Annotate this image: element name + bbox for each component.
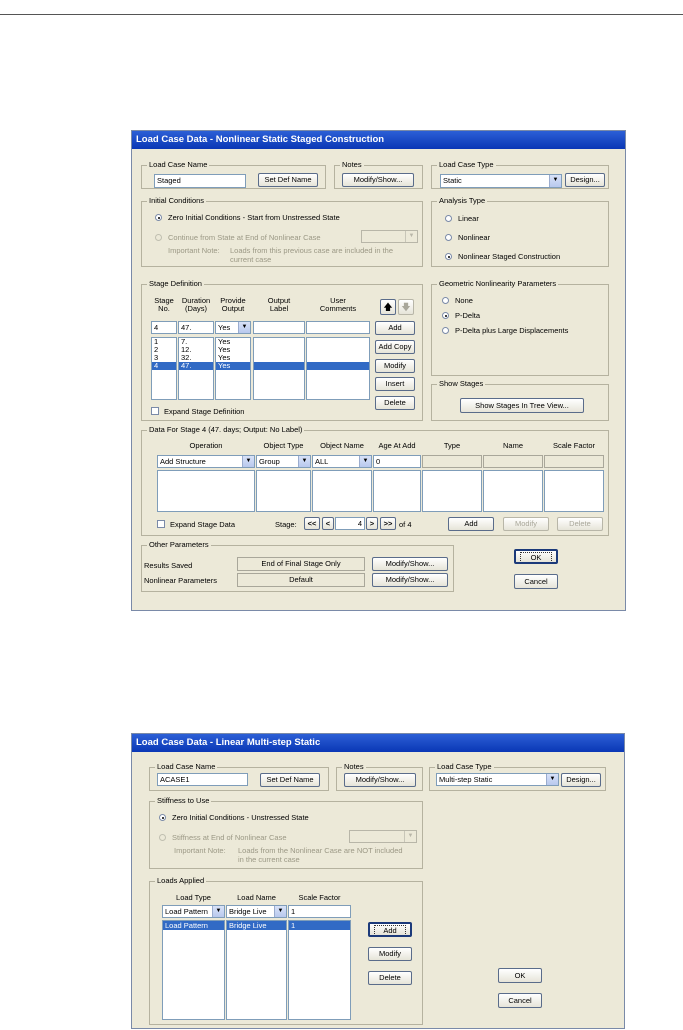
- group-label: Analysis Type: [439, 196, 486, 205]
- analysis-nonlinear-radio[interactable]: [445, 234, 452, 241]
- dialog-title-bar: Load Case Data - Nonlinear Static Staged Construction: [132, 131, 625, 149]
- zero-initial-label: Zero Initial Conditions - Start from Unstressed State: [168, 213, 340, 222]
- list-item-selected[interactable]: [254, 362, 304, 370]
- ok-button[interactable]: [514, 549, 558, 564]
- zero-initial-radio[interactable]: [159, 814, 166, 821]
- stage-data-modify-button[interactable]: Modify: [503, 517, 549, 531]
- header-line: Comments: [319, 304, 357, 313]
- header-line: No.: [158, 304, 170, 313]
- important-note-label: Important Note:: [174, 846, 226, 855]
- set-def-name-button[interactable]: Set Def Name: [258, 173, 318, 187]
- list-item[interactable]: Yes: [218, 338, 231, 346]
- header-line: Stage: [154, 296, 174, 305]
- list-item[interactable]: 32.: [181, 354, 192, 362]
- load-name-list[interactable]: [226, 920, 287, 1020]
- stage-add-button[interactable]: Add: [375, 321, 415, 335]
- type-header: Type: [443, 441, 461, 450]
- expand-stage-data-checkbox[interactable]: [157, 520, 165, 528]
- geom-large-displacements-label: P-Delta plus Large Displacements: [455, 326, 569, 335]
- operation-select[interactable]: [157, 455, 255, 468]
- user-comments-header: [306, 297, 370, 313]
- provide-output-list[interactable]: [215, 337, 251, 400]
- show-stages-tree-view-button[interactable]: Show Stages In Tree View...: [460, 398, 584, 413]
- chevron-down-icon: ▼: [212, 906, 224, 917]
- header-line: User: [330, 296, 346, 305]
- stage-no-list[interactable]: [151, 337, 177, 400]
- important-note-text: Loads from this previous case are included in the: [230, 246, 394, 255]
- analysis-linear-label: Linear: [458, 214, 479, 223]
- output-label-list[interactable]: [253, 337, 305, 400]
- list-item[interactable]: [254, 338, 304, 346]
- select-value: Bridge Live: [229, 907, 267, 916]
- list-item-selected[interactable]: 1: [289, 921, 350, 930]
- group-label: Notes: [344, 762, 364, 771]
- load-type-list[interactable]: [162, 920, 225, 1020]
- list-item-selected[interactable]: 47.: [179, 362, 213, 370]
- list-item[interactable]: 12.: [181, 346, 192, 354]
- group-label: Load Case Name: [149, 160, 208, 169]
- list-item[interactable]: 2: [154, 346, 159, 354]
- load-name-header: Load Name: [237, 893, 276, 902]
- name-header: Name: [502, 441, 523, 450]
- list-item[interactable]: [307, 354, 369, 362]
- list-item-selected[interactable]: Load Pattern: [163, 921, 224, 930]
- loads-modify-button[interactable]: Modify: [368, 947, 412, 961]
- multi-step-static-dialog: [131, 733, 625, 1029]
- output-label-input[interactable]: [253, 321, 305, 334]
- load-type-header: Load Type: [176, 893, 211, 902]
- list-item[interactable]: 7.: [181, 338, 188, 346]
- analysis-linear-radio[interactable]: [445, 215, 452, 222]
- user-comments-list[interactable]: [306, 337, 370, 400]
- select-value: Yes: [218, 323, 231, 332]
- expand-stage-definition-label: Expand Stage Definition: [164, 407, 245, 416]
- select-value: Group: [259, 457, 280, 466]
- list-item[interactable]: Yes: [218, 346, 231, 354]
- scale-factor-header: Scale Factor: [552, 441, 596, 450]
- chevron-down-icon: ▼: [242, 456, 254, 467]
- object-type-select[interactable]: [256, 455, 311, 468]
- zero-initial-label: Zero Initial Conditions - Unstressed State: [172, 813, 309, 822]
- stage-modify-button[interactable]: Modify: [375, 359, 415, 373]
- select-value: Multi-step Static: [439, 775, 493, 784]
- list-item[interactable]: [254, 354, 304, 362]
- select-value: Add Structure: [160, 457, 206, 466]
- notes-modify-show-button[interactable]: Modify/Show...: [342, 173, 414, 187]
- group-label: Stiffness to Use: [157, 796, 210, 805]
- load-case-name-input[interactable]: Staged: [154, 174, 246, 188]
- group-label: Other Parameters: [149, 540, 209, 549]
- age-at-add-header: Age At Add: [378, 441, 416, 450]
- scale-list[interactable]: [544, 470, 604, 512]
- prev-stage-button[interactable]: <: [322, 517, 334, 530]
- chevron-down-icon: ▼: [546, 774, 558, 785]
- scale-factor-input[interactable]: 1: [288, 905, 351, 918]
- dialog-title-bar: Load Case Data - Linear Multi-step Static: [132, 734, 624, 752]
- geom-large-displacements-radio[interactable]: [442, 327, 449, 334]
- design-button[interactable]: Design...: [565, 173, 605, 187]
- chevron-down-icon: ▼: [274, 906, 286, 917]
- geom-pdelta-radio[interactable]: [442, 312, 449, 319]
- scale-input-disabled: [544, 455, 604, 468]
- list-item[interactable]: [254, 346, 304, 354]
- analysis-staged-label: Nonlinear Staged Construction: [458, 252, 561, 261]
- important-note-text-2: in the current case: [238, 855, 300, 864]
- results-saved-label: Results Saved: [144, 561, 193, 570]
- geom-pdelta-label: P-Delta: [455, 311, 481, 320]
- next-stage-button[interactable]: >: [366, 517, 378, 530]
- set-def-name-button[interactable]: Set Def Name: [260, 773, 320, 787]
- object-name-list[interactable]: [312, 470, 372, 512]
- design-button[interactable]: Design...: [561, 773, 601, 787]
- duration-list[interactable]: [178, 337, 214, 400]
- nonlinear-modify-show-button[interactable]: Modify/Show...: [372, 573, 448, 587]
- stiffness-nonlinear-radio[interactable]: [159, 834, 166, 841]
- first-stage-button[interactable]: <<: [304, 517, 320, 530]
- expand-stage-definition-checkbox[interactable]: [151, 407, 159, 415]
- continue-state-label: Continue from State at End of Nonlinear Case: [168, 233, 321, 242]
- list-item[interactable]: 1: [154, 338, 159, 346]
- load-case-type-select[interactable]: [440, 174, 562, 188]
- select-value: Static: [443, 176, 462, 185]
- chevron-down-icon: ▼: [298, 456, 310, 467]
- nonlinear-parameters-value: Default: [237, 573, 365, 587]
- header-line: Provide: [220, 296, 246, 305]
- group-label: Load Case Type: [437, 762, 492, 771]
- list-item-selected[interactable]: 4: [152, 362, 176, 370]
- name-list[interactable]: [483, 470, 543, 512]
- object-name-header: Object Name: [320, 441, 364, 450]
- results-saved-value: End of Final Stage Only: [237, 557, 365, 571]
- object-type-list[interactable]: [256, 470, 311, 512]
- type-input-disabled: [422, 455, 482, 468]
- header-line: Output: [267, 296, 291, 305]
- chevron-down-icon: ▼: [404, 831, 416, 842]
- list-item[interactable]: 3: [154, 354, 159, 362]
- group-label: Loads Applied: [157, 876, 205, 885]
- stage-data-delete-button[interactable]: Delete: [557, 517, 603, 531]
- geom-none-radio[interactable]: [442, 297, 449, 304]
- stage-number-input[interactable]: 4: [335, 517, 365, 530]
- object-type-header: Object Type: [263, 441, 304, 450]
- nonlinear-parameters-label: Nonlinear Parameters: [144, 576, 217, 585]
- stage-delete-button[interactable]: Delete: [375, 396, 415, 410]
- add-label: Add: [374, 925, 405, 936]
- provide-output-header: [215, 297, 251, 313]
- header-line: Label: [269, 304, 289, 313]
- continue-state-radio[interactable]: [155, 234, 162, 241]
- loads-add-button[interactable]: [368, 922, 412, 937]
- name-input-disabled: [483, 455, 543, 468]
- loads-delete-button[interactable]: Delete: [368, 971, 412, 985]
- analysis-staged-radio[interactable]: [445, 253, 452, 260]
- age-at-add-input[interactable]: 0: [373, 455, 421, 468]
- list-item-selected[interactable]: Bridge Live: [227, 921, 286, 930]
- list-item[interactable]: [307, 338, 369, 346]
- analysis-nonlinear-label: Nonlinear: [458, 233, 491, 242]
- expand-stage-data-label: Expand Stage Data: [170, 520, 236, 529]
- ok-button[interactable]: OK: [498, 968, 542, 983]
- chevron-down-icon: ▼: [238, 322, 250, 333]
- zero-initial-radio[interactable]: [155, 214, 162, 221]
- chevron-down-icon: ▼: [405, 231, 417, 242]
- load-type-select[interactable]: [162, 905, 225, 918]
- select-value: Load Pattern: [165, 907, 208, 916]
- geom-none-label: None: [455, 296, 473, 305]
- list-item[interactable]: Yes: [218, 354, 231, 362]
- cancel-button[interactable]: Cancel: [498, 993, 542, 1008]
- group-label: Data For Stage 4 (47. days; Output: No Label): [149, 425, 303, 434]
- operation-header: Operation: [189, 441, 223, 450]
- scale-factor-list[interactable]: [288, 920, 351, 1020]
- provide-output-select[interactable]: [215, 321, 251, 334]
- move-up-button[interactable]: 🡅: [380, 299, 396, 315]
- list-item[interactable]: [307, 346, 369, 354]
- move-down-button[interactable]: 🡇: [398, 299, 414, 315]
- load-case-name-input[interactable]: ACASE1: [157, 773, 248, 786]
- stage-count-label: of 4: [399, 520, 412, 529]
- header-line: Duration: [181, 296, 211, 305]
- user-comments-input[interactable]: [306, 321, 370, 334]
- stage-add-copy-button[interactable]: Add Copy: [375, 340, 415, 354]
- object-name-select[interactable]: [312, 455, 372, 468]
- header-line: Output: [221, 304, 245, 313]
- type-list[interactable]: [422, 470, 482, 512]
- list-item-selected[interactable]: Yes: [216, 362, 250, 370]
- chevron-down-icon: ▼: [549, 175, 561, 187]
- cancel-button[interactable]: Cancel: [514, 574, 558, 589]
- group-label: Show Stages: [439, 379, 484, 388]
- load-case-type-select[interactable]: [436, 773, 559, 786]
- chevron-down-icon: ▼: [359, 456, 371, 467]
- nonlinear-case-select[interactable]: [361, 230, 418, 243]
- duration-input[interactable]: 47.: [178, 321, 214, 334]
- header-line: (Days): [184, 304, 208, 313]
- results-modify-show-button[interactable]: Modify/Show...: [372, 557, 448, 571]
- stage-nav-label: Stage:: [275, 520, 297, 529]
- output-label-header: [253, 297, 305, 313]
- stiffness-nonlinear-label: Stiffness at End of Nonlinear Case: [172, 833, 287, 842]
- page-top-rule: [0, 14, 683, 15]
- stage-data-add-button[interactable]: Add: [448, 517, 494, 531]
- age-list[interactable]: [373, 470, 421, 512]
- stage-no-header: [151, 297, 177, 313]
- stage-no-input[interactable]: 4: [151, 321, 177, 334]
- scale-factor-header: Scale Factor: [298, 893, 341, 902]
- group-label: Initial Conditions: [149, 196, 205, 205]
- group-label: Notes: [342, 160, 362, 169]
- important-note-label: Important Note:: [168, 246, 220, 255]
- group-label: Stage Definition: [149, 279, 202, 288]
- load-name-select[interactable]: [226, 905, 287, 918]
- select-value: ALL: [315, 457, 329, 466]
- group-label: Load Case Name: [157, 762, 216, 771]
- ok-label: OK: [520, 552, 553, 563]
- stage-insert-button[interactable]: Insert: [375, 377, 415, 391]
- important-note-text: Loads from the Nonlinear Case are NOT included: [238, 846, 403, 855]
- staged-construction-dialog: [131, 130, 626, 611]
- notes-modify-show-button[interactable]: Modify/Show...: [344, 773, 416, 787]
- important-note-text-2: current case: [230, 255, 272, 264]
- operation-list[interactable]: [157, 470, 255, 512]
- nonlinear-case-select[interactable]: [349, 830, 417, 843]
- list-item-selected[interactable]: [307, 362, 369, 370]
- group-label: Load Case Type: [439, 160, 494, 169]
- group-label: Geometric Nonlinearity Parameters: [439, 279, 557, 288]
- duration-header: [178, 297, 214, 313]
- last-stage-button[interactable]: >>: [380, 517, 396, 530]
